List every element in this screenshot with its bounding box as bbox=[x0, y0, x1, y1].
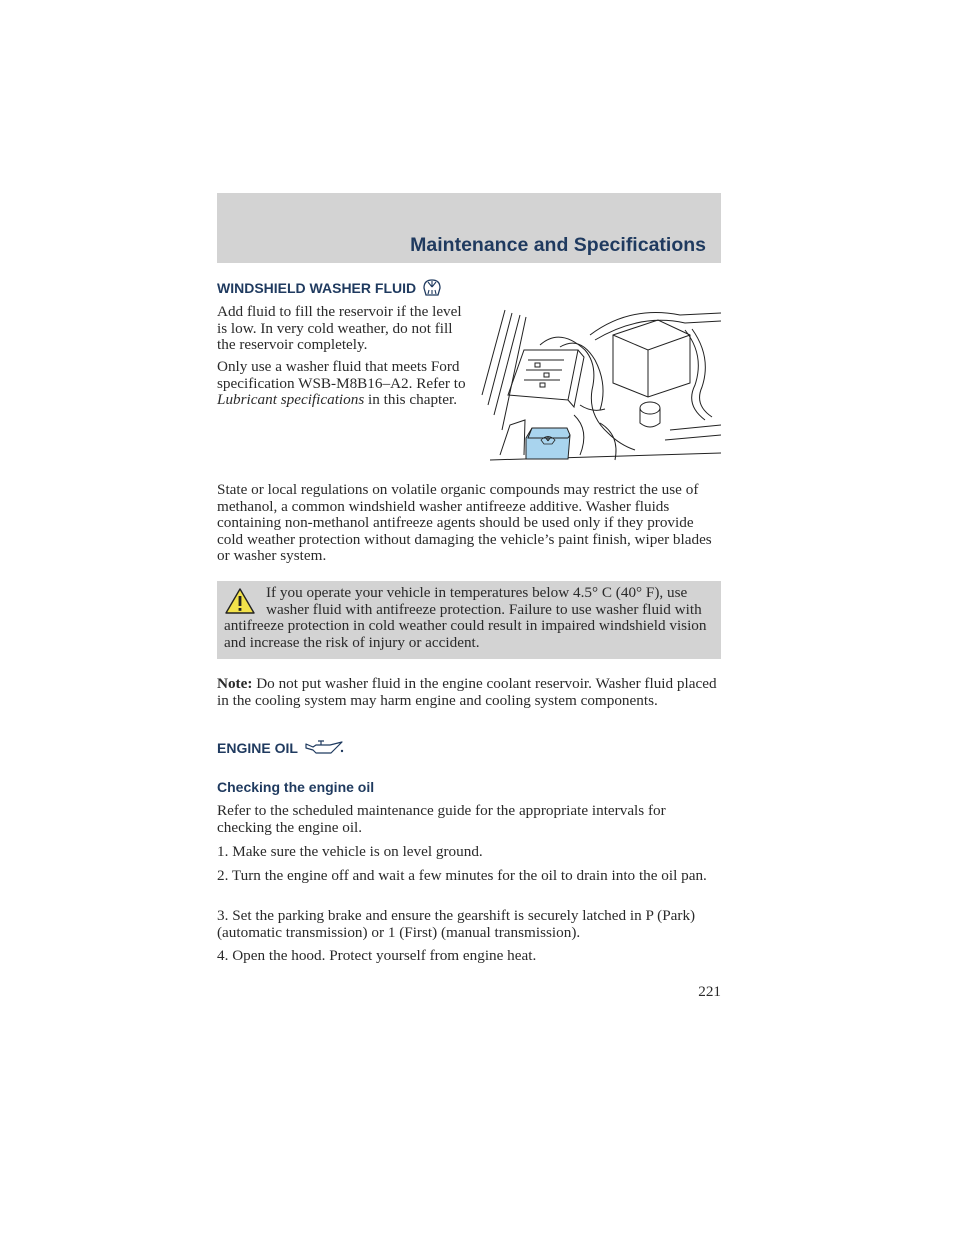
washer-fluid-para-1: Add fluid to fill the reservoir if the level is low. In very cold weather, do not fill the reservoir completely. bbox=[217, 303, 462, 353]
washer-fluid-para-2 bbox=[217, 359, 472, 409]
washer-fluid-para-3: State or local regulations on volatile organic compounds may restrict the use of methanol, a common windshield washer antifreeze additive. Washer fluids containing non-methanol antifreeze agents should be used only if they provide cold weather protection without damaging the vehicle’s paint finish, wiper blades or washer system. bbox=[217, 481, 712, 564]
warning-text bbox=[224, 585, 714, 651]
windshield-washer-icon bbox=[422, 278, 442, 298]
engine-compartment-washer-reservoir bbox=[480, 305, 721, 465]
note-label: Note: bbox=[217, 675, 253, 692]
section-header-bar bbox=[217, 193, 721, 263]
washer-fluid-para-2-suffix: in this chapter. bbox=[364, 391, 458, 408]
note-text: Do not put washer fluid in the engine coolant reservoir. Washer fluid placed in the cooling system may harm engine and cooling system components. bbox=[217, 675, 717, 709]
warning-icon-spacer bbox=[224, 585, 266, 617]
checking-engine-oil-subheading: Checking the engine oil bbox=[217, 779, 375, 795]
oil-can-icon bbox=[304, 739, 344, 757]
engine-oil-step-2: 2. Turn the engine off and wait a few minutes for the oil to drain into the oil pan. bbox=[217, 867, 707, 884]
washer-fluid-para-2-prefix: Only use a washer fluid that meets Ford specification WSB-M8B16–A2. Refer to bbox=[217, 358, 466, 392]
warning-box bbox=[217, 581, 721, 659]
washer-fluid-heading-text: WINDSHIELD WASHER FLUID bbox=[217, 280, 417, 296]
engine-oil-intro: Refer to the scheduled maintenance guide for the appropriate intervals for checking the engine oil. bbox=[217, 802, 666, 836]
engine-oil-step-3: 3. Set the parking brake and ensure the gearshift is securely latched in P (Park) (automatic transmission) or 1 (First) (manual transmission). bbox=[217, 907, 696, 941]
washer-fluid-heading bbox=[217, 278, 442, 298]
page-number: 221 bbox=[698, 983, 721, 1000]
page-title: Maintenance and Specifications bbox=[410, 234, 706, 256]
engine-oil-step-1: 1. Make sure the vehicle is on level ground. bbox=[217, 843, 483, 860]
engine-oil-step-4: 4. Open the hood. Protect yourself from engine heat. bbox=[217, 947, 537, 964]
engine-oil-heading-text: ENGINE OIL bbox=[217, 740, 298, 756]
note-paragraph bbox=[217, 676, 722, 709]
engine-oil-heading bbox=[217, 739, 344, 757]
lubricant-specifications-reference: Lubricant specifications bbox=[217, 391, 365, 408]
warning-message: If you operate your vehicle in temperatures below 4.5° C (40° F), use washer fluid with antifreeze protection. Failure to use washer fluid with antifreeze protection in cold weather could result in impaired windshield vision and increase the risk of injury or accident. bbox=[224, 584, 707, 651]
